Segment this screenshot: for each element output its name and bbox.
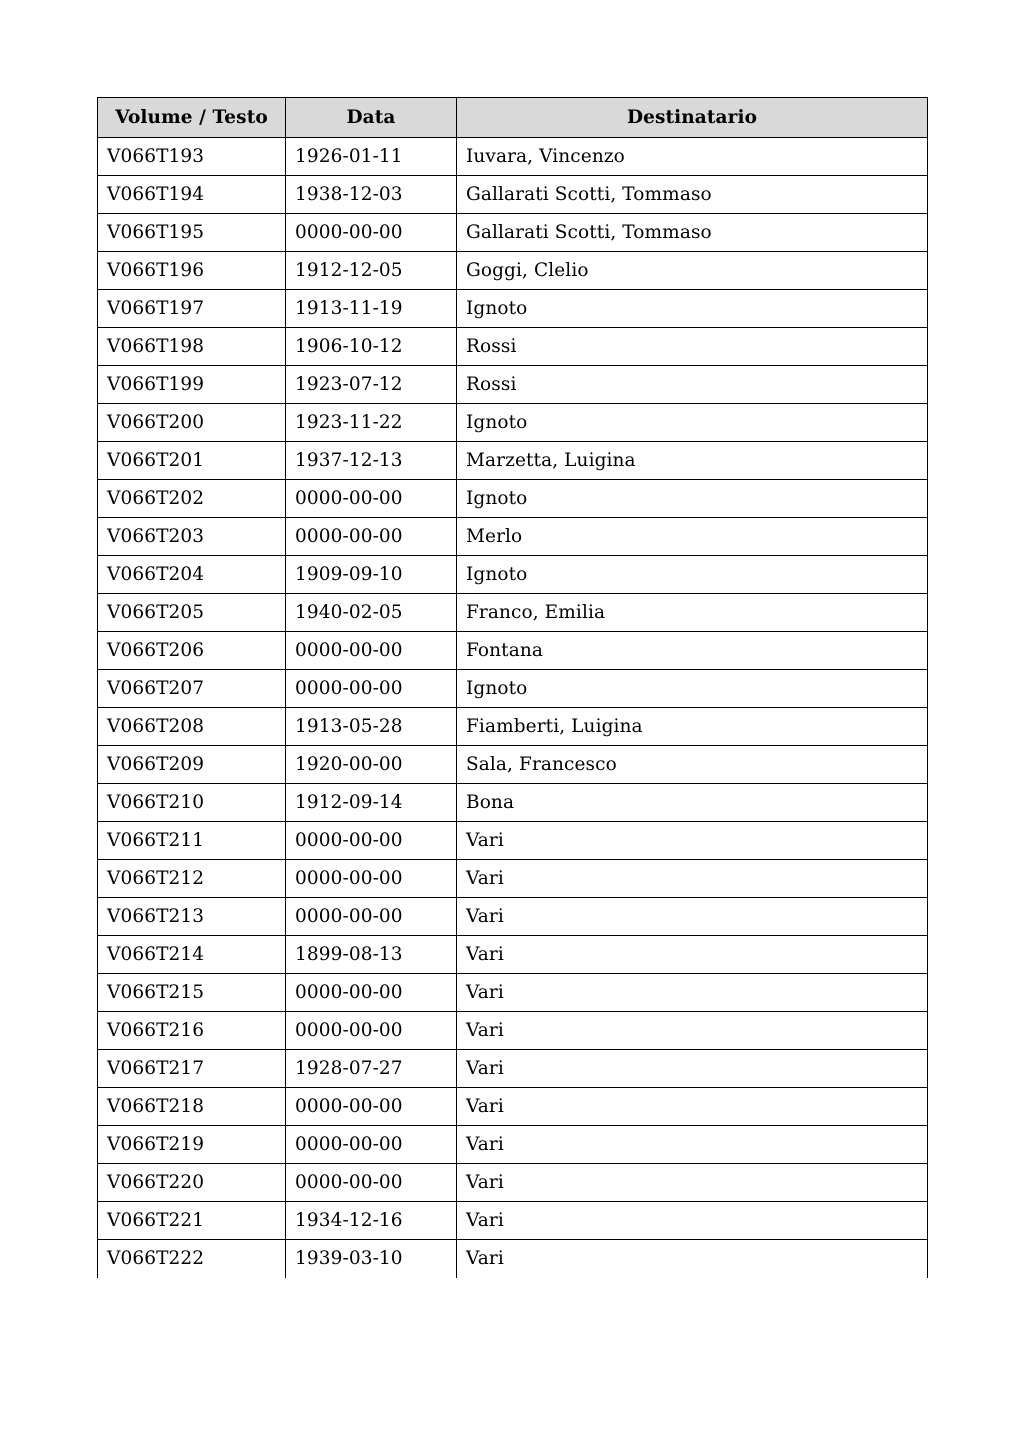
cell-volume-testo: V066T211 bbox=[98, 822, 286, 860]
cell-data: 0000-00-00 bbox=[286, 822, 457, 860]
cell-destinatario: Vari bbox=[457, 974, 928, 1012]
cell-volume-testo: V066T206 bbox=[98, 632, 286, 670]
cell-data: 1899-08-13 bbox=[286, 936, 457, 974]
cell-destinatario: Vari bbox=[457, 1012, 928, 1050]
cell-destinatario: Iuvara, Vincenzo bbox=[457, 138, 928, 176]
cell-destinatario: Ignoto bbox=[457, 290, 928, 328]
table-row bbox=[98, 1012, 928, 1050]
cell-data: 1912-09-14 bbox=[286, 784, 457, 822]
cell-data: 1923-07-12 bbox=[286, 366, 457, 404]
header-destinatario: Destinatario bbox=[457, 98, 928, 138]
cell-volume-testo: V066T217 bbox=[98, 1050, 286, 1088]
cell-data: 0000-00-00 bbox=[286, 214, 457, 252]
cell-destinatario: Merlo bbox=[457, 518, 928, 556]
cell-data: 1913-05-28 bbox=[286, 708, 457, 746]
table-row bbox=[98, 518, 928, 556]
cell-volume-testo: V066T221 bbox=[98, 1202, 286, 1240]
cell-data: 1913-11-19 bbox=[286, 290, 457, 328]
cell-destinatario: Vari bbox=[457, 1050, 928, 1088]
cell-volume-testo: V066T209 bbox=[98, 746, 286, 784]
header-row bbox=[98, 98, 928, 138]
cell-data: 1937-12-13 bbox=[286, 442, 457, 480]
cell-data: 0000-00-00 bbox=[286, 1088, 457, 1126]
cell-volume-testo: V066T200 bbox=[98, 404, 286, 442]
cell-volume-testo: V066T204 bbox=[98, 556, 286, 594]
header-data: Data bbox=[286, 98, 457, 138]
cell-destinatario: Vari bbox=[457, 822, 928, 860]
cell-data: 1912-12-05 bbox=[286, 252, 457, 290]
cell-data: 0000-00-00 bbox=[286, 518, 457, 556]
cell-data: 1938-12-03 bbox=[286, 176, 457, 214]
cell-destinatario: Bona bbox=[457, 784, 928, 822]
cell-volume-testo: V066T197 bbox=[98, 290, 286, 328]
cell-destinatario: Ignoto bbox=[457, 556, 928, 594]
table-row bbox=[98, 480, 928, 518]
table-row bbox=[98, 214, 928, 252]
table-body bbox=[98, 138, 928, 1278]
table-row bbox=[98, 328, 928, 366]
cell-data: 0000-00-00 bbox=[286, 974, 457, 1012]
cell-destinatario: Ignoto bbox=[457, 480, 928, 518]
table-row bbox=[98, 860, 928, 898]
table-row bbox=[98, 784, 928, 822]
cell-volume-testo: V066T194 bbox=[98, 176, 286, 214]
cell-destinatario: Rossi bbox=[457, 366, 928, 404]
cell-volume-testo: V066T222 bbox=[98, 1240, 286, 1278]
cell-data: 1939-03-10 bbox=[286, 1240, 457, 1278]
cell-data: 1928-07-27 bbox=[286, 1050, 457, 1088]
letters-table bbox=[97, 97, 928, 1278]
table-row bbox=[98, 138, 928, 176]
table-row bbox=[98, 290, 928, 328]
cell-data: 0000-00-00 bbox=[286, 860, 457, 898]
cell-data: 0000-00-00 bbox=[286, 1164, 457, 1202]
cell-destinatario: Vari bbox=[457, 1088, 928, 1126]
cell-volume-testo: V066T203 bbox=[98, 518, 286, 556]
cell-destinatario: Goggi, Clelio bbox=[457, 252, 928, 290]
cell-destinatario: Ignoto bbox=[457, 670, 928, 708]
table-row bbox=[98, 936, 928, 974]
cell-destinatario: Gallarati Scotti, Tommaso bbox=[457, 214, 928, 252]
table-row bbox=[98, 898, 928, 936]
cell-volume-testo: V066T193 bbox=[98, 138, 286, 176]
cell-destinatario: Vari bbox=[457, 898, 928, 936]
cell-volume-testo: V066T195 bbox=[98, 214, 286, 252]
cell-destinatario: Fiamberti, Luigina bbox=[457, 708, 928, 746]
table-row bbox=[98, 366, 928, 404]
table-row bbox=[98, 1126, 928, 1164]
cell-data: 1920-00-00 bbox=[286, 746, 457, 784]
cell-destinatario: Rossi bbox=[457, 328, 928, 366]
cell-volume-testo: V066T218 bbox=[98, 1088, 286, 1126]
table-row bbox=[98, 1088, 928, 1126]
table-row bbox=[98, 1202, 928, 1240]
cell-destinatario: Franco, Emilia bbox=[457, 594, 928, 632]
cell-destinatario: Vari bbox=[457, 1126, 928, 1164]
header-volume-testo: Volume / Testo bbox=[98, 98, 286, 138]
cell-volume-testo: V066T205 bbox=[98, 594, 286, 632]
cell-destinatario: Marzetta, Luigina bbox=[457, 442, 928, 480]
table-row bbox=[98, 1240, 928, 1278]
cell-destinatario: Ignoto bbox=[457, 404, 928, 442]
cell-destinatario: Gallarati Scotti, Tommaso bbox=[457, 176, 928, 214]
cell-volume-testo: V066T207 bbox=[98, 670, 286, 708]
cell-volume-testo: V066T220 bbox=[98, 1164, 286, 1202]
cell-volume-testo: V066T208 bbox=[98, 708, 286, 746]
cell-volume-testo: V066T213 bbox=[98, 898, 286, 936]
cell-volume-testo: V066T215 bbox=[98, 974, 286, 1012]
cell-volume-testo: V066T202 bbox=[98, 480, 286, 518]
table-row bbox=[98, 556, 928, 594]
cell-destinatario: Fontana bbox=[457, 632, 928, 670]
table-row bbox=[98, 442, 928, 480]
cell-data: 1940-02-05 bbox=[286, 594, 457, 632]
cell-volume-testo: V066T201 bbox=[98, 442, 286, 480]
table-row bbox=[98, 404, 928, 442]
cell-data: 1923-11-22 bbox=[286, 404, 457, 442]
cell-volume-testo: V066T210 bbox=[98, 784, 286, 822]
table-row bbox=[98, 746, 928, 784]
cell-destinatario: Vari bbox=[457, 1240, 928, 1278]
table-row bbox=[98, 1050, 928, 1088]
table-row bbox=[98, 252, 928, 290]
cell-volume-testo: V066T216 bbox=[98, 1012, 286, 1050]
cell-volume-testo: V066T214 bbox=[98, 936, 286, 974]
cell-data: 1906-10-12 bbox=[286, 328, 457, 366]
table-row bbox=[98, 594, 928, 632]
cell-data: 0000-00-00 bbox=[286, 670, 457, 708]
cell-destinatario: Sala, Francesco bbox=[457, 746, 928, 784]
cell-volume-testo: V066T212 bbox=[98, 860, 286, 898]
table-header bbox=[98, 98, 928, 138]
table-row bbox=[98, 1164, 928, 1202]
cell-data: 0000-00-00 bbox=[286, 1012, 457, 1050]
cell-data: 0000-00-00 bbox=[286, 1126, 457, 1164]
cell-destinatario: Vari bbox=[457, 860, 928, 898]
cell-volume-testo: V066T196 bbox=[98, 252, 286, 290]
cell-data: 0000-00-00 bbox=[286, 480, 457, 518]
table-row bbox=[98, 176, 928, 214]
table-row bbox=[98, 632, 928, 670]
table-row bbox=[98, 822, 928, 860]
cell-destinatario: Vari bbox=[457, 1202, 928, 1240]
cell-data: 1934-12-16 bbox=[286, 1202, 457, 1240]
cell-destinatario: Vari bbox=[457, 936, 928, 974]
cell-data: 0000-00-00 bbox=[286, 632, 457, 670]
table-row bbox=[98, 974, 928, 1012]
cell-data: 1909-09-10 bbox=[286, 556, 457, 594]
cell-destinatario: Vari bbox=[457, 1164, 928, 1202]
table-row bbox=[98, 670, 928, 708]
cell-volume-testo: V066T219 bbox=[98, 1126, 286, 1164]
cell-data: 0000-00-00 bbox=[286, 898, 457, 936]
table-row bbox=[98, 708, 928, 746]
cell-volume-testo: V066T198 bbox=[98, 328, 286, 366]
cell-volume-testo: V066T199 bbox=[98, 366, 286, 404]
cell-data: 1926-01-11 bbox=[286, 138, 457, 176]
